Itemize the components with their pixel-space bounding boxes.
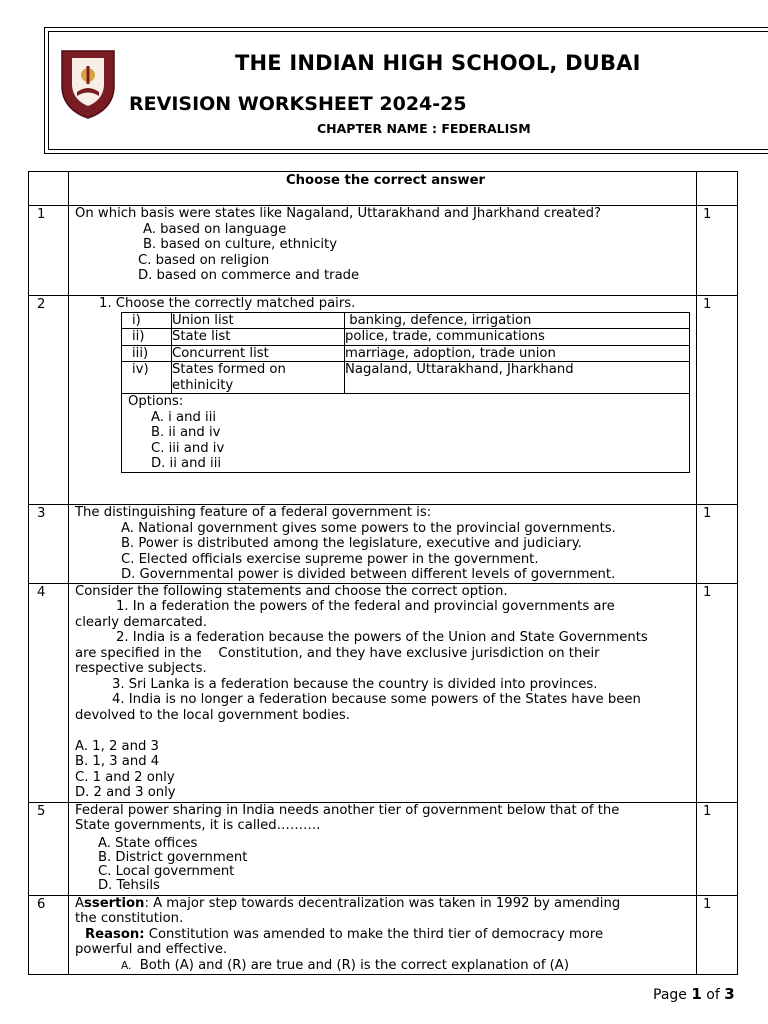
option-c: C. iii and iv [151, 440, 225, 456]
option-b: B. ii and iv [151, 425, 221, 440]
table-header-row [29, 172, 738, 206]
statement-4: 4. India is no longer a federation because some powers of the States have been [112, 692, 641, 707]
option-b: B. District government [98, 849, 248, 865]
question-row-3 [29, 505, 738, 584]
question-row-4: 4 Consider the following statements and choose the correct option. 1. In a federation the powers of the federal and provincial governments are clearly demarcated. 2. India is a federation because the powers of the Union and State Governments are specified in the Constitution, and they have exclusive jurisdiction on their respective subjects. 3. Sri Lanka is a federation because the country is divided into provinces. 4. India is no longer a federation because some powers of the States have been devolved to the local government bodies. A. 1, 2 and 3 B. 1, 3 and 4 C. 1 and 2 only D. 2 and 3 only 1 [29, 583, 738, 802]
option-d: D. ii and iii [151, 456, 222, 471]
pair-row: i) Union list banking, defence, irrigation [122, 312, 690, 329]
option-d: D. Tehsils [98, 877, 160, 893]
question-number: 6 [29, 895, 69, 975]
option-c: C. 1 and 2 only [75, 769, 175, 785]
question-row-2 [29, 296, 738, 505]
option-c: C. Local government [98, 863, 235, 879]
option-c: C. based on religion [138, 252, 270, 268]
option-b: B. 1, 3 and 4 [75, 754, 160, 769]
question-row-5: 5 Federal power sharing in India needs another tier of government below that of the State governments, it is called………. A. State offices B. District government C. Local government D. Tehsils 1 [29, 802, 738, 895]
question-row-1 [29, 206, 738, 296]
statement-1: 1. In a federation the powers of the federal and provincial governments are [116, 599, 615, 614]
question-marks: 1 [697, 802, 738, 895]
option-a: A. Both (A) and (R) are true and (R) is the correct explanation of (A) [121, 957, 569, 973]
question-number: 1 [29, 206, 69, 296]
question-row-6: 6 Assertion: A major step towards decentralization was taken in 1992 by amending the constitution. Reason: Constitution was amended to make the third tier of democracy more powerful and effective. A. Both (A) and (R) are true and (R) is the correct explanation of (A) 1 [29, 895, 738, 975]
statement-2: 2. India is a federation because the powers of the Union and State Governments [116, 630, 648, 645]
option-d: D. Governmental power is divided between different levels of government. [121, 567, 616, 582]
page-number-footer: Page 1 of 3 [653, 985, 735, 1003]
header-inner-border [48, 31, 768, 150]
option-b: B. Power is distributed among the legislature, executive and judiciary. [121, 536, 582, 551]
option-b: B. based on culture, ethnicity [143, 237, 338, 252]
question-number: 4 [29, 583, 69, 802]
statement-3: 3. Sri Lanka is a federation because the country is divided into provinces. [112, 676, 598, 692]
question-marks: 1 [697, 296, 738, 505]
option-a: A. State offices [98, 835, 198, 851]
option-a: A. 1, 2 and 3 [75, 738, 159, 754]
matching-pairs-table [121, 312, 690, 473]
option-a: A. i and iii [151, 409, 217, 425]
question-number: 5 [29, 802, 69, 895]
question-text: The distinguishing feature of a federal government is: [75, 505, 432, 520]
pair-row: ii) State list police, trade, communications [122, 329, 690, 346]
section-heading: Choose the correct answer [69, 172, 697, 206]
question-text: On which basis were states like Nagaland, Uttarakhand and Jharkhand created? [75, 206, 602, 221]
worksheet-title: REVISION WORKSHEET 2024-25 [129, 93, 467, 115]
question-text: Consider the following statements and choose the correct option. [75, 583, 508, 599]
question-marks: 1 [697, 583, 738, 802]
reason-line: Reason: Constitution was amended to make the third tier of democracy more [85, 926, 604, 942]
question-marks: 1 [697, 895, 738, 975]
question-text: 1. Choose the correctly matched pairs. [99, 296, 356, 311]
option-c: C. Elected officials exercise supreme power in the government. [121, 551, 539, 567]
option-a: A. National government gives some powers to the provincial governments. [121, 520, 616, 536]
questions-table [28, 171, 738, 975]
options-label: Options: [128, 394, 184, 409]
question-number: 2 [29, 296, 69, 505]
question-marks: 1 [697, 505, 738, 584]
chapter-name: CHAPTER NAME : FEDERALISM [317, 121, 531, 136]
question-number: 3 [29, 505, 69, 584]
option-d: D. based on commerce and trade [138, 268, 360, 283]
question-marks: 1 [697, 206, 738, 296]
assertion-line: Assertion: A major step towards decentralization was taken in 1992 by amending [75, 895, 621, 911]
header-box [44, 27, 768, 154]
pair-row: iv) States formed on ethinicity Nagaland, Uttarakhand, Jharkhand [122, 362, 690, 394]
option-d: D. 2 and 3 only [75, 785, 176, 800]
question-text: Federal power sharing in India needs another tier of government below that of the [75, 802, 620, 818]
pair-row: iii) Concurrent list marriage, adoption, trade union [122, 345, 690, 362]
school-name: THE INDIAN HIGH SCHOOL, DUBAI [235, 51, 641, 75]
school-crest-logo [59, 48, 117, 120]
options-row [122, 394, 690, 473]
option-a: A. based on language [143, 221, 287, 237]
